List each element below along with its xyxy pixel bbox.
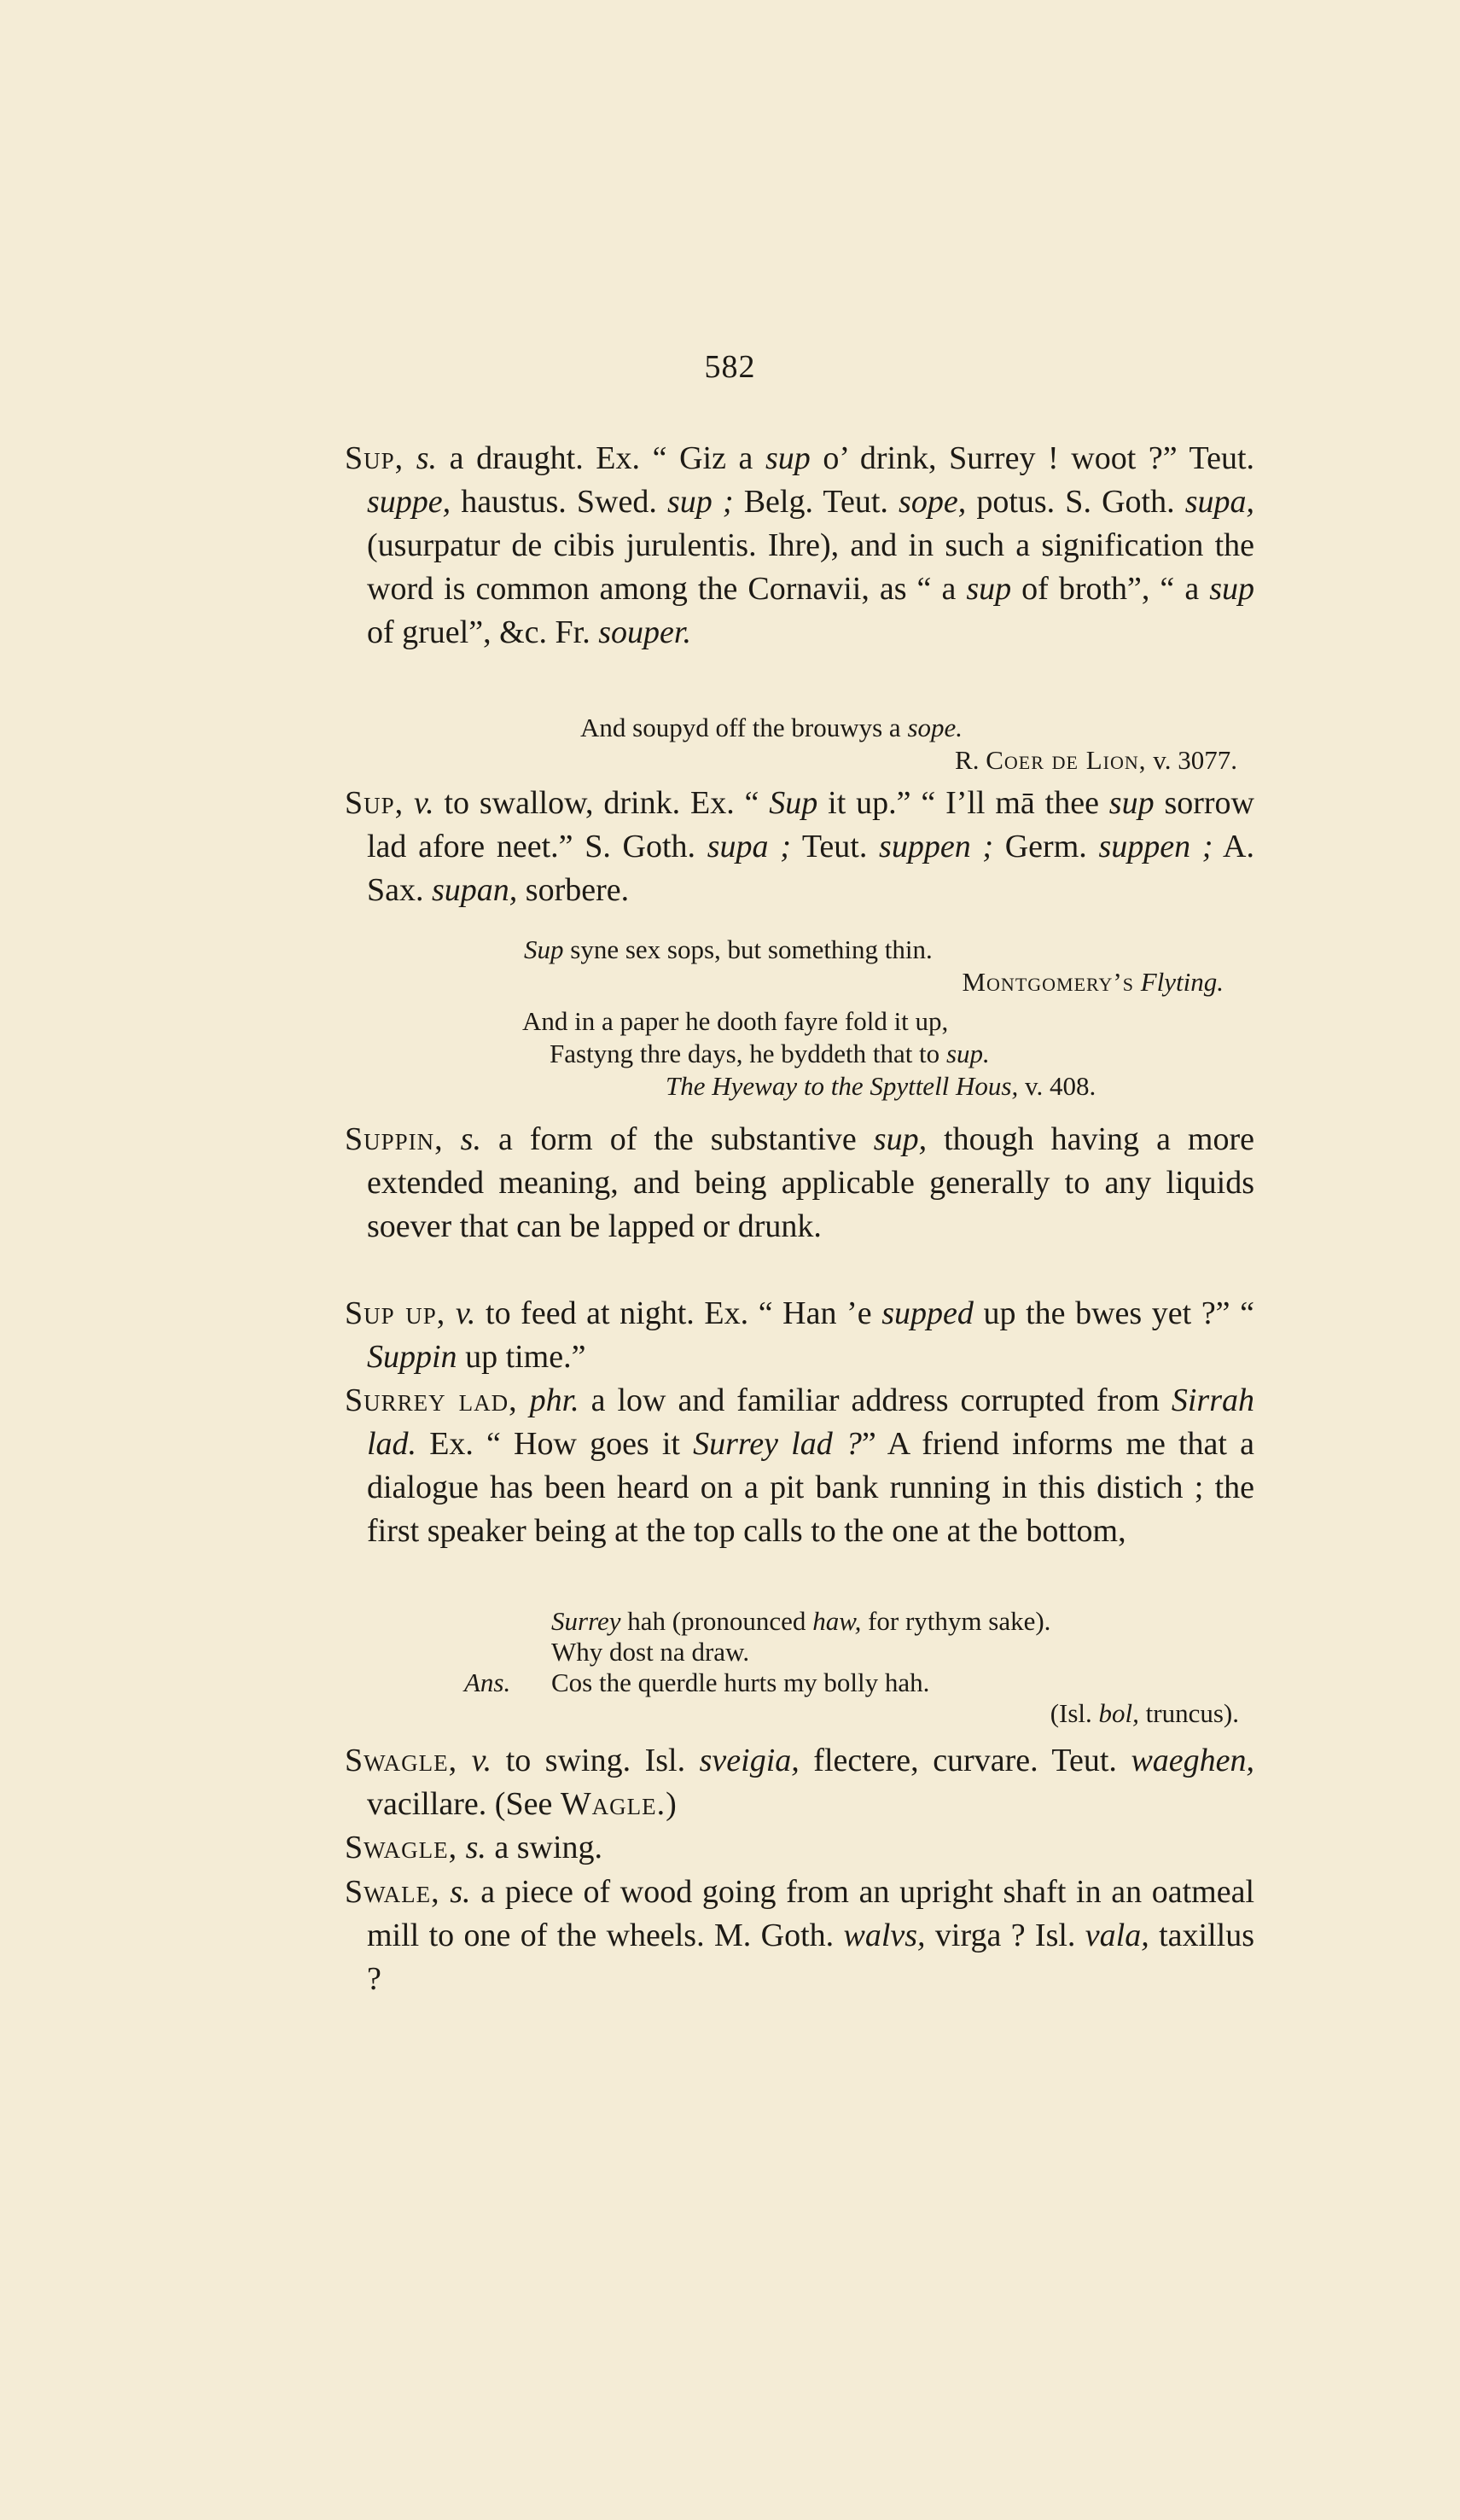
headword: Suppin,: [345, 1121, 444, 1157]
entry-swagle-noun: Swagle, s. a swing.: [345, 1830, 603, 1865]
quotation-hyeway: And in a paper he dooth fayre fold it up, Fastyng thre days, he byddeth that to sup. The Hyeway to the Spyttell Hous, v. 408.: [522, 1006, 1096, 1101]
entry-sup-noun: Sup, s. a draught. Ex. “ Giz a sup o’ drink, Surrey ! woot ?” Teut. suppe, haustus. Swed. sup ; Belg. Teut. sope, potus. S. Goth. supa, (usurpatur de cibis jurulentis. Ihre), and in such a signification the word is common among the Cornavii, as “ a sup of broth”, “ a sup of gruel”, &c. Fr. souper.: [345, 440, 1255, 650]
entry-sup-up: Sup up, v. to feed at night. Ex. “ Han ’e supped up the bwes yet ?” “ Suppin up time.”: [345, 1295, 1255, 1375]
entry-swagle-verb: Swagle, v. to swing. Isl. sveigia, flectere, curvare. Teut. waeghen, vacillare. (See Wagle.): [345, 1743, 1255, 1822]
headword: Swale,: [345, 1874, 440, 1910]
quotation-montgomery: Sup syne sex sops, but something thin. Montgomery’s Flyting.: [524, 934, 1224, 997]
headword: Sup up,: [345, 1295, 446, 1331]
headword: Swagle,: [345, 1830, 458, 1865]
headword: Surrey lad,: [345, 1382, 518, 1418]
quotation-distich: Surrey hah (pronounced haw, for rythym sake). Why dost na draw. Ans. Cos the querdle hurts my bolly hah. (Isl. bol, truncus).: [464, 1606, 1239, 1728]
page-number: 582: [704, 349, 756, 385]
entry-sup-verb: Sup, v. to swallow, drink. Ex. “ Sup it up.” “ I’ll mā thee sup sorrow lad afore neet.” S. Goth. supa ; Teut. suppen ; Germ. suppen ; A. Sax. supan, sorbere.: [345, 785, 1254, 908]
entry-surrey-lad: Surrey lad, phr. a low and familiar address corrupted from Sirrah lad. Ex. “ How goes it Surrey lad ?” A friend informs me that a dialogue has been heard on a pit bank running in this distich ; the first speaker being at the top calls to the one at the bottom,: [345, 1382, 1255, 1549]
entry-swale: Swale, s. a piece of wood going from an upright shaft in an oatmeal mill to one of the wheels. M. Goth. walvs, virga ? Isl. vala, taxillus ?: [345, 1874, 1255, 1997]
headword: Swagle,: [345, 1743, 458, 1778]
headword: Sup,: [345, 440, 404, 476]
entry-suppin: Suppin, s. a form of the substantive sup, though having a more extended meaning, and being applicable generally to any liquids soever that can be lapped or drunk.: [345, 1121, 1255, 1244]
quotation-coer-de-lion: And soupyd off the brouwys a sope. R. Coer de Lion, v. 3077.: [580, 713, 1237, 775]
headword: Sup,: [345, 785, 404, 821]
